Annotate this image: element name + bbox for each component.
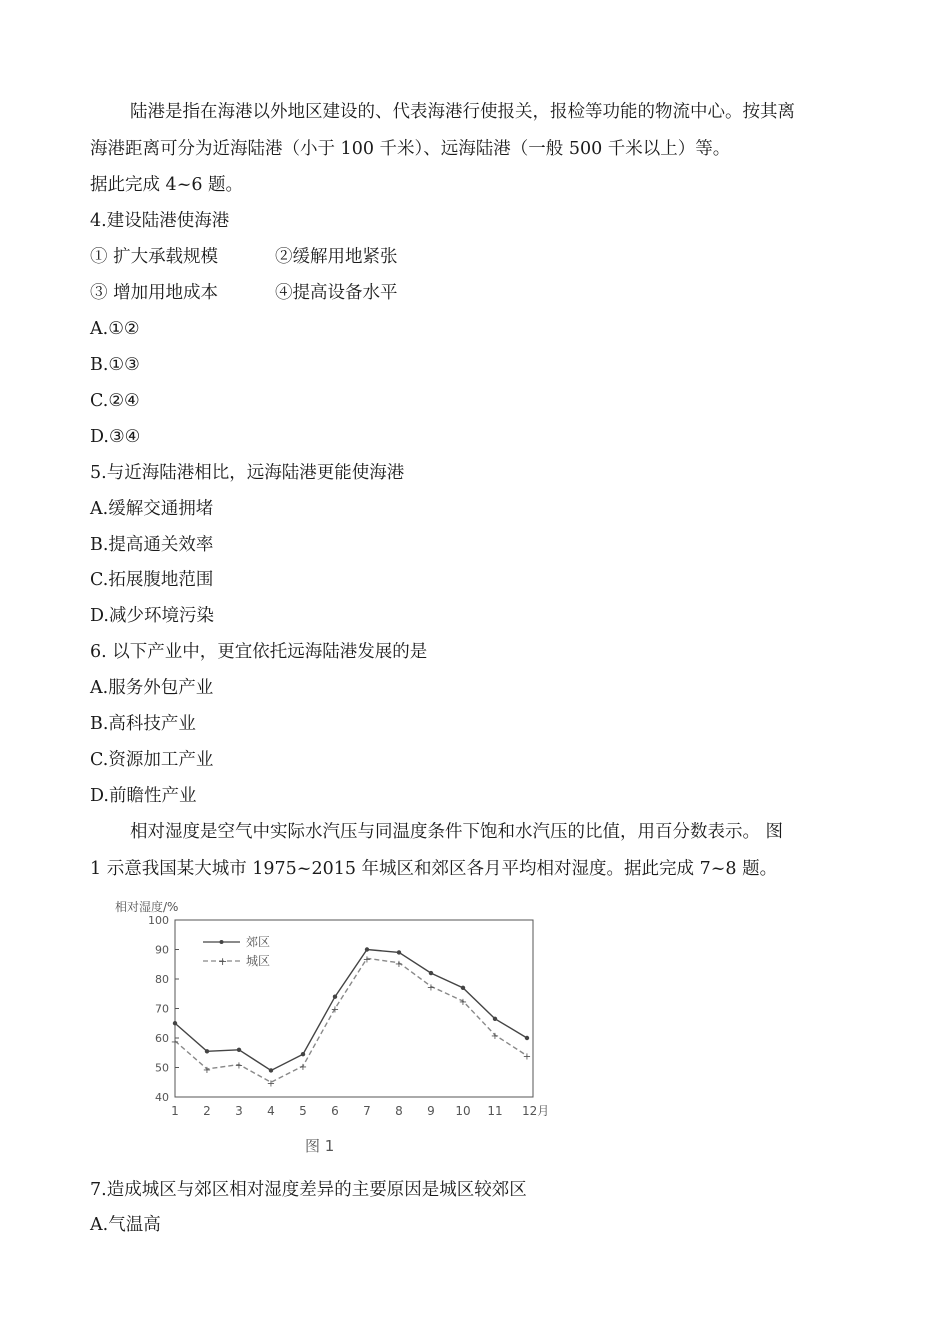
q4-item4: ④提高设备水平 (275, 283, 398, 303)
data-point-urban: + (298, 1062, 308, 1074)
passage2-line2: 1 示意我国某大城市 1975~2015 年城区和郊区各月平均相对湿度。据此完成 7~8 题。 (90, 859, 778, 879)
data-point-urban: + (234, 1060, 244, 1072)
y-tick-label: 100 (148, 914, 169, 927)
y-tick-label: 60 (155, 1032, 169, 1045)
legend-marker-suburb (220, 940, 224, 944)
y-tick-label: 80 (155, 973, 169, 986)
data-point-suburb (173, 1021, 177, 1025)
y-tick-label: 40 (155, 1091, 169, 1104)
q4-item1: ① 扩大承载规模 (90, 247, 219, 267)
data-point-suburb (333, 995, 337, 999)
legend-label-suburb: 郊区 (246, 935, 271, 949)
q5-option-b: B.提高通关效率 (90, 535, 214, 555)
x-tick-label: 4 (267, 1104, 275, 1118)
data-point-suburb (461, 986, 465, 990)
x-tick-label: 6 (331, 1104, 339, 1118)
q4-option-b: B.①③ (90, 355, 140, 375)
data-point-suburb (429, 971, 433, 975)
q5-stem: 5.与近海陆港相比，远海陆港更能使海港 (90, 463, 405, 483)
q6-option-a: A.服务外包产业 (90, 678, 214, 698)
passage1-line2: 海港距离可分为近海陆港（小于 100 千米）、远海陆港（一般 500 千米以上）等。 (90, 139, 731, 159)
x-tick-label: 7 (363, 1104, 371, 1118)
q4-item3: ③ 增加用地成本 (90, 283, 219, 303)
q4-stem: 4.建设陆港使海港 (90, 211, 230, 231)
data-point-urban: + (426, 982, 436, 994)
data-point-urban: + (362, 954, 372, 966)
humidity-line-chart (105, 895, 575, 1165)
data-point-suburb (269, 1068, 273, 1072)
q5-option-a: A.缓解交通拥堵 (90, 499, 214, 519)
data-point-urban: + (170, 1036, 180, 1048)
data-point-urban: + (202, 1064, 212, 1076)
series-line-suburb (175, 950, 527, 1074)
q5-option-c: C.拓展腹地范围 (90, 570, 214, 590)
data-point-urban: + (490, 1031, 500, 1043)
data-point-suburb (397, 950, 401, 954)
y-tick-label: 70 (155, 1002, 169, 1016)
data-point-urban: + (458, 997, 468, 1009)
q4-option-a: A.①② (90, 319, 140, 339)
data-point-urban: + (330, 1004, 340, 1016)
x-tick-label: 9 (427, 1104, 435, 1118)
q5-option-d: D.减少环境污染 (90, 606, 214, 626)
q6-option-d: D.前瞻性产业 (90, 786, 197, 806)
data-point-urban: + (394, 958, 404, 970)
q7-option-a: A.气温高 (90, 1215, 161, 1235)
q6-option-b: B.高科技产业 (90, 714, 196, 734)
q4-item2: ②缓解用地紧张 (275, 247, 398, 267)
plot-frame (175, 920, 533, 1097)
x-tick-label: 5 (299, 1104, 307, 1118)
q6-stem: 6. 以下产业中，更宜依托远海陆港发展的是 (90, 642, 428, 662)
q6-option-c: C.资源加工产业 (90, 750, 214, 770)
y-tick-label: 90 (155, 943, 169, 957)
series-line-urban (175, 958, 527, 1082)
legend-label-urban: 城区 (246, 954, 271, 968)
passage2-line1: 相对湿度是空气中实际水汽压与同温度条件下饱和水汽压的比值，用百分数表示。 图 (130, 822, 784, 842)
data-point-urban: + (522, 1051, 532, 1063)
data-point-suburb (237, 1048, 241, 1052)
x-tick-label: 10 (455, 1104, 471, 1118)
x-tick-label: 1 (171, 1104, 179, 1118)
y-axis-label: 相对湿度/% (115, 900, 179, 914)
q4-option-d: D.③④ (90, 427, 141, 447)
data-point-suburb (525, 1036, 529, 1040)
passage1-line1: 陆港是指在海港以外地区建设的、代表海港行使报关，报检等功能的物流中心。按其离 (130, 102, 795, 122)
data-point-suburb (301, 1052, 305, 1056)
y-tick-label: 50 (155, 1061, 169, 1075)
x-tick-label: 3 (235, 1104, 243, 1118)
q4-option-c: C.②④ (90, 391, 140, 411)
passage1-line3: 据此完成 4~6 题。 (90, 175, 244, 195)
figure-caption: 图 1 (305, 1137, 335, 1155)
x-tick-label: 11 (487, 1104, 503, 1118)
x-tick-label: 2 (203, 1104, 211, 1118)
x-tick-label: 8 (395, 1104, 403, 1118)
data-point-suburb (493, 1017, 497, 1021)
data-point-suburb (365, 947, 369, 951)
data-point-urban: + (266, 1078, 276, 1090)
data-point-suburb (205, 1049, 209, 1053)
legend-marker-urban: + (218, 955, 228, 968)
x-tick-label: 12月 (522, 1104, 550, 1118)
q7-stem: 7.造成城区与郊区相对湿度差异的主要原因是城区较郊区 (90, 1180, 527, 1200)
